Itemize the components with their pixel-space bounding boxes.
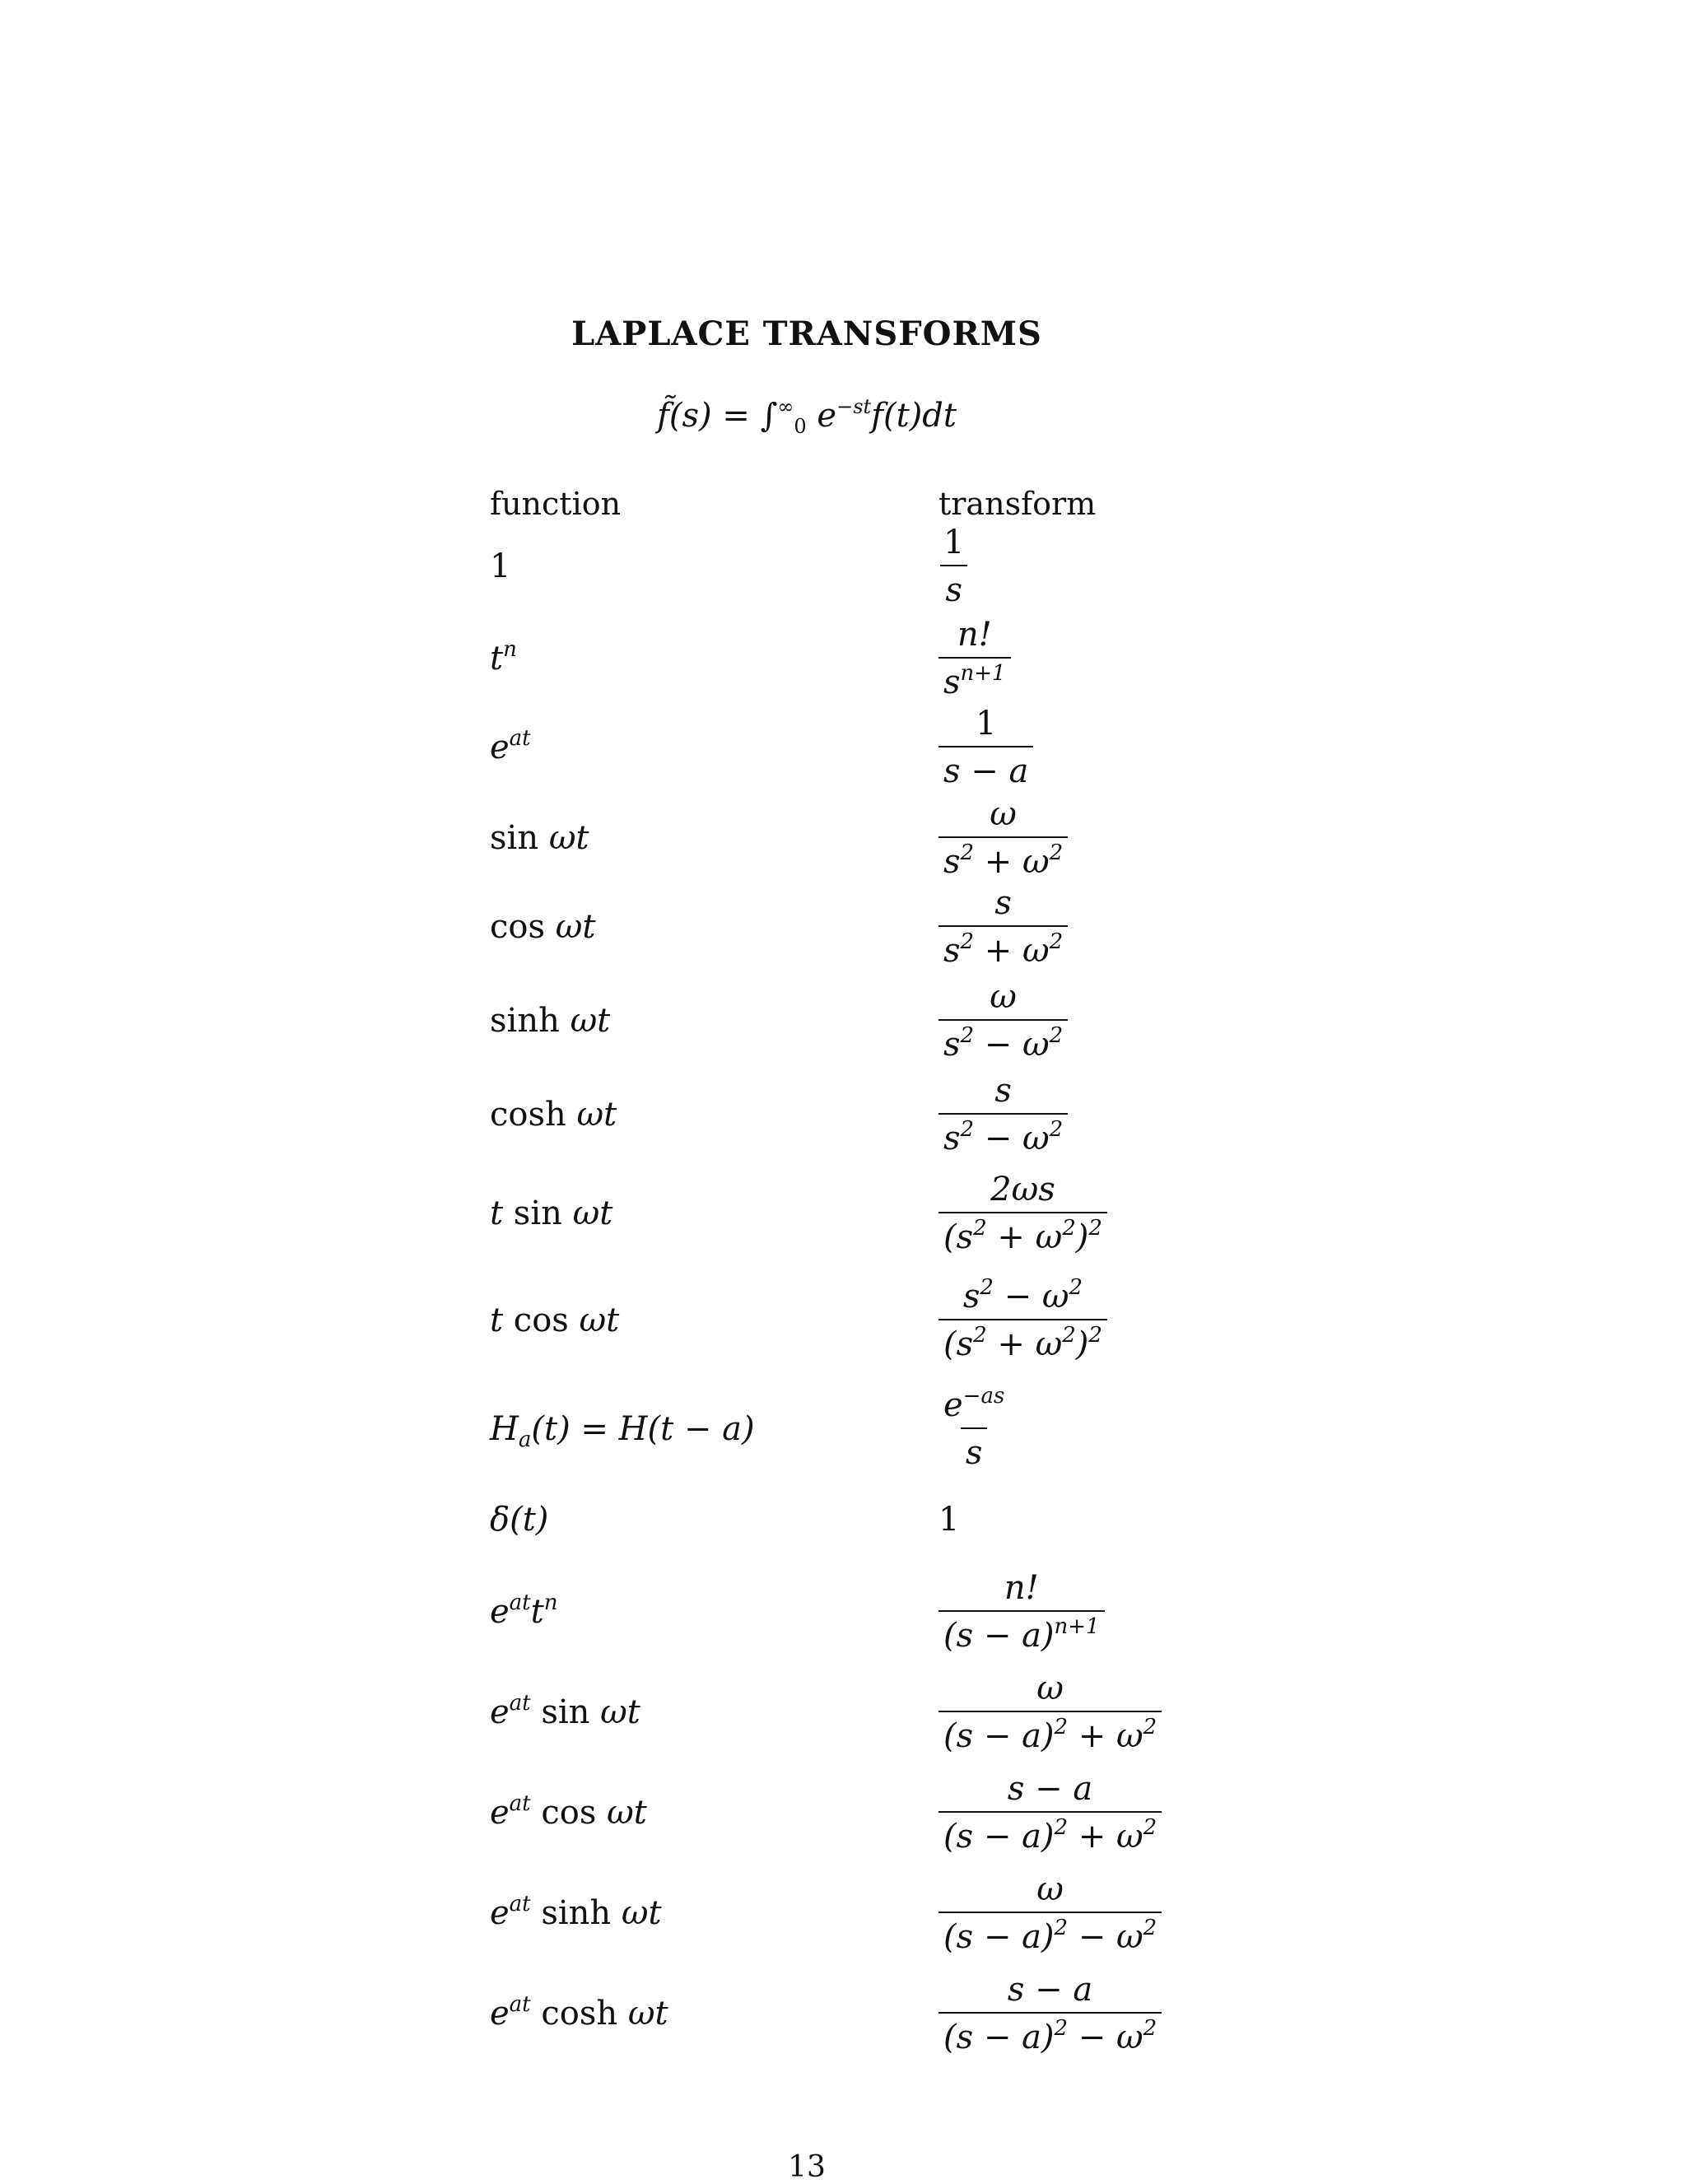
function-exponent: n	[503, 637, 517, 662]
numerator: ω	[990, 795, 1017, 833]
denominator-part-b: + ω	[1068, 1818, 1143, 1856]
function-argument: ωt	[579, 1302, 620, 1339]
definition-rest: f(t)dt	[871, 397, 957, 435]
function-argument: ωt	[572, 1194, 613, 1232]
function-part-b: (t) = H(t − a)	[531, 1410, 755, 1448]
numerator: 2ωs	[990, 1171, 1055, 1208]
denominator-exponent-2: 2	[1062, 1323, 1076, 1348]
function-exponent: at	[509, 1590, 531, 1615]
denominator-base: s	[943, 932, 961, 970]
transform-cell	[938, 1072, 1068, 1157]
transform-cell	[938, 978, 1068, 1064]
transform-cell	[938, 1870, 1162, 1956]
fraction	[938, 1971, 1162, 2056]
denominator-exponent: 2	[1054, 1916, 1069, 1940]
numerator	[958, 1275, 1088, 1319]
integral-sign: ∫	[760, 397, 778, 435]
fraction	[938, 884, 1068, 970]
denominator-part-c: )	[1075, 1218, 1089, 1256]
function-name: cosh	[541, 1995, 618, 2033]
numerator: ω	[1036, 1870, 1064, 1908]
numerator: n!	[1004, 1569, 1039, 1607]
definition-exponential: e	[817, 397, 837, 435]
numerator-exponent: −as	[962, 1384, 1005, 1409]
function-cell	[490, 1791, 647, 1832]
denominator-exponent-2: 2	[1143, 1815, 1157, 1840]
denominator-base: s	[943, 1120, 961, 1157]
function-argument: ωt	[576, 1096, 617, 1134]
denominator	[938, 1113, 1068, 1157]
numerator-base: e	[943, 1386, 963, 1424]
function-cell	[490, 908, 595, 946]
function-cell	[490, 1302, 619, 1339]
numerator: s	[994, 884, 1012, 922]
function-argument: ωt	[555, 908, 596, 946]
fraction	[938, 1171, 1107, 1256]
transform-value: 1	[938, 1501, 960, 1539]
function-name: cos	[490, 908, 546, 946]
numerator-base: s	[962, 1278, 980, 1316]
denominator-part-a: (s	[943, 1325, 974, 1363]
denominator-part-b: + ω	[986, 1218, 1063, 1256]
denominator	[938, 836, 1068, 881]
denominator-exponent-3: 2	[1088, 1216, 1102, 1241]
function-prefix: t	[490, 1302, 504, 1339]
denominator	[938, 1319, 1107, 1363]
column-header-function: function	[490, 486, 622, 522]
transform-cell	[938, 1501, 959, 1539]
integral-upper-limit: ∞	[777, 395, 794, 418]
function-subscript: a	[518, 1427, 532, 1452]
denominator-exponent: 2	[973, 1216, 987, 1241]
denominator-exponent: 2	[960, 929, 975, 954]
denominator-exponent-2: 2	[1049, 1023, 1064, 1048]
fraction	[938, 978, 1068, 1064]
denominator-rest: + ω	[974, 843, 1050, 881]
denominator-part-a: (s − a)	[943, 1818, 1055, 1856]
function-cell	[490, 1501, 548, 1539]
transform-cell	[938, 1275, 1107, 1363]
denominator-rest: − ω	[974, 1026, 1050, 1064]
denominator-exponent-2: 2	[1143, 2016, 1157, 2041]
function-text: δ(t)	[490, 1501, 549, 1539]
fraction	[938, 1870, 1162, 1956]
fraction	[938, 616, 1011, 701]
denominator-base: s	[943, 1026, 961, 1064]
numerator	[938, 1386, 1009, 1427]
denominator	[938, 1711, 1162, 1755]
function-name: cos	[541, 1794, 597, 1832]
numerator-exponent-2: 2	[1069, 1275, 1083, 1300]
function-name: sin	[541, 1693, 590, 1731]
numerator: s	[994, 1072, 1012, 1110]
fraction	[938, 1275, 1107, 1363]
fraction	[938, 705, 1033, 790]
function-cell	[490, 637, 517, 678]
transform-cell	[938, 1971, 1162, 2056]
function-cell	[490, 1693, 640, 1731]
function-argument: ωt	[600, 1693, 640, 1731]
integral-lower-limit: 0	[794, 415, 807, 438]
denominator-part-b: − ω	[1068, 2019, 1143, 2056]
function-cell	[490, 1002, 610, 1040]
function-base: e	[490, 1794, 510, 1832]
function-base: e	[490, 1593, 510, 1631]
denominator-part-b: + ω	[1068, 1717, 1143, 1755]
denominator	[938, 1212, 1107, 1256]
denominator-exponent: n+1	[1054, 1614, 1100, 1639]
function-cell	[490, 1410, 755, 1452]
transform-cell	[938, 616, 1011, 701]
function-cell	[490, 726, 531, 766]
denominator: s	[940, 565, 967, 609]
function-exponent: at	[509, 1691, 531, 1716]
transform-cell	[938, 524, 969, 609]
denominator-part-c: )	[1075, 1325, 1089, 1363]
function-base: e	[490, 1995, 510, 2033]
denominator-rest: + ω	[974, 932, 1050, 970]
denominator	[938, 2012, 1162, 2056]
function-cell	[490, 1992, 668, 2033]
denominator-exponent: 2	[960, 1117, 975, 1142]
definition-equals: =	[722, 397, 750, 435]
function-cell	[490, 1194, 612, 1232]
function-cell	[490, 1096, 617, 1134]
denominator-exponent-2: 2	[1143, 1715, 1157, 1739]
numerator: 1	[943, 524, 965, 561]
denominator: s	[961, 1427, 988, 1472]
denominator-exponent-2: 2	[1143, 1916, 1157, 1940]
transform-cell	[938, 1669, 1162, 1755]
function-base: e	[490, 1693, 510, 1731]
laplace-definition	[0, 395, 1614, 438]
function-exponent: at	[509, 726, 531, 751]
function-exponent: at	[509, 1791, 531, 1816]
fraction	[938, 1669, 1162, 1755]
numerator-rest: − ω	[993, 1278, 1069, 1316]
fraction	[938, 1770, 1162, 1856]
transform-cell	[938, 884, 1068, 970]
function-argument: ωt	[548, 819, 589, 857]
denominator	[938, 1610, 1105, 1655]
denominator	[938, 1912, 1162, 1956]
denominator	[938, 1811, 1162, 1856]
transform-cell	[938, 795, 1068, 881]
numerator: 1	[975, 705, 997, 743]
function-exponent: at	[509, 1992, 531, 2017]
denominator-base: s	[943, 843, 961, 881]
denominator-part-a: (s	[943, 1218, 974, 1256]
transform-cell	[938, 1770, 1162, 1856]
function-argument: ωt	[627, 1995, 668, 2033]
transform-cell	[938, 1569, 1105, 1655]
denominator-part-a: (s − a)	[943, 2019, 1055, 2056]
function-name: sinh	[490, 1002, 560, 1040]
numerator-exponent: 2	[980, 1275, 994, 1300]
function-name: sin	[490, 819, 539, 857]
denominator-exponent: 2	[960, 1023, 975, 1048]
function-name: cos	[513, 1302, 569, 1339]
transform-cell	[938, 1171, 1107, 1256]
page-number: 13	[788, 2150, 826, 2184]
denominator-base: s	[943, 664, 961, 701]
function-t: t	[530, 1593, 544, 1631]
numerator: s − a	[1007, 1971, 1093, 2009]
denominator-exponent: 2	[960, 841, 975, 865]
function-base: e	[490, 1894, 510, 1932]
numerator: s − a	[1007, 1770, 1093, 1808]
denominator-exponent: 2	[973, 1323, 987, 1348]
denominator-part-b: − ω	[1068, 1918, 1143, 1956]
function-cell	[490, 547, 510, 585]
denominator-exponent: 2	[1054, 1715, 1069, 1739]
function-part-a: H	[490, 1410, 519, 1448]
function-argument: ωt	[621, 1894, 662, 1932]
function-exponent-2: n	[543, 1590, 558, 1615]
denominator-base: (s − a)	[943, 1617, 1055, 1655]
function-base: e	[490, 729, 510, 766]
denominator	[938, 925, 1068, 970]
denominator-exponent: n+1	[960, 661, 1006, 686]
denominator-part-a: (s − a)	[943, 1918, 1055, 1956]
function-cell	[490, 1590, 558, 1631]
definition-exponent: −st	[836, 395, 872, 418]
denominator-exponent-2: 2	[1049, 841, 1064, 865]
function-argument: ωt	[607, 1794, 647, 1832]
transform-cell	[938, 705, 1033, 790]
denominator-part-b: + ω	[986, 1325, 1063, 1363]
denominator: s − a	[938, 746, 1033, 790]
denominator-exponent-2: 2	[1049, 1117, 1064, 1142]
numerator: ω	[1036, 1669, 1064, 1707]
denominator	[938, 1019, 1068, 1064]
function-cell	[490, 819, 589, 857]
function-argument: ωt	[570, 1002, 611, 1040]
numerator: n!	[957, 616, 992, 654]
denominator-exponent-2: 2	[1062, 1216, 1076, 1241]
denominator-exponent: 2	[1054, 1815, 1069, 1840]
denominator-exponent: 2	[1054, 2016, 1069, 2041]
denominator	[938, 657, 1011, 701]
function-cell	[490, 1894, 662, 1932]
column-header-transform: transform	[938, 486, 1097, 522]
transform-cell	[938, 1386, 1009, 1472]
function-text: 1	[490, 547, 511, 585]
denominator-part-a: (s − a)	[943, 1717, 1055, 1755]
function-name: sinh	[541, 1894, 612, 1932]
denominator-rest: − ω	[974, 1120, 1050, 1157]
page-title: LAPLACE TRANSFORMS	[571, 314, 1042, 353]
function-name: cosh	[490, 1096, 566, 1134]
function-exponent: at	[509, 1892, 531, 1916]
denominator-exponent-3: 2	[1088, 1323, 1102, 1348]
function-prefix: t	[490, 1194, 504, 1232]
fraction	[938, 1569, 1105, 1655]
fraction	[938, 1072, 1068, 1157]
fraction	[938, 524, 969, 609]
numerator: ω	[990, 978, 1017, 1016]
function-name: sin	[513, 1194, 562, 1232]
denominator-exponent-2: 2	[1049, 929, 1064, 954]
function-base: t	[490, 640, 504, 678]
definition-lhs: f̃(s)	[657, 397, 712, 435]
fraction	[938, 1386, 1009, 1472]
fraction	[938, 795, 1068, 881]
